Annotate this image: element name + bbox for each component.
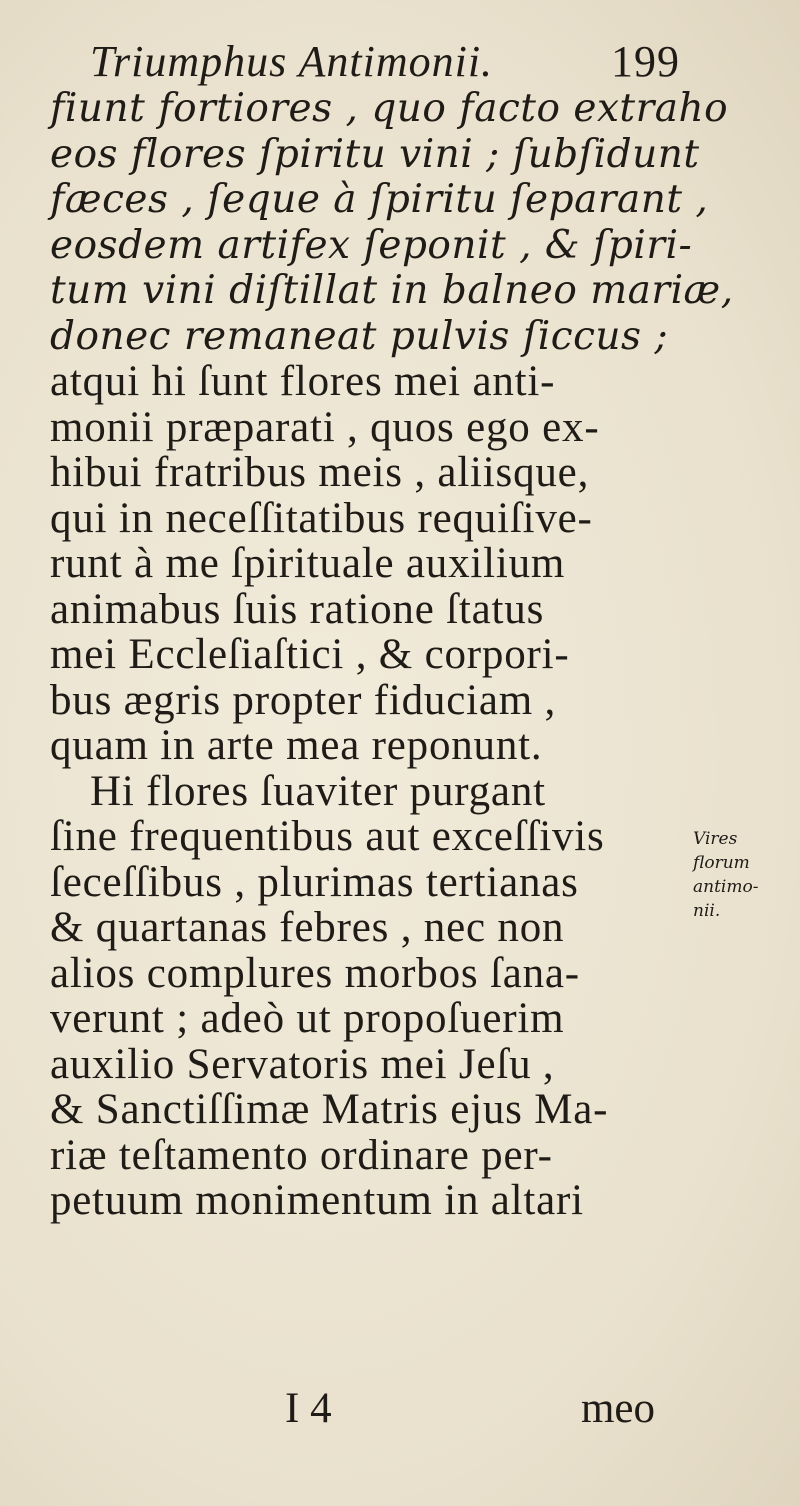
text-line: fæces , ſeque à ſpiritu ſeparant , <box>50 177 709 222</box>
text-line: mei Eccleſiaſtici , & corpori- <box>50 631 570 678</box>
text-line: quam in arte mea reponunt. <box>50 722 543 769</box>
text-line: hibui fratribus meis , aliisque, <box>50 449 590 496</box>
text-line: eos flores ſpiritu vini ; ſubſidunt <box>50 131 700 177</box>
margin-note-line: nii. <box>693 901 721 921</box>
page-number: 199 <box>611 37 680 86</box>
text-line: animabus ſuis ratione ſtatus <box>50 585 545 633</box>
text-line: donec remaneat pulvis ſiccus ; <box>50 313 669 359</box>
text-line: verunt ; adeò ut propoſuerim <box>50 995 565 1042</box>
signature-mark: I 4 <box>285 1385 332 1432</box>
text-line: alios complures morbos ſana- <box>50 949 580 997</box>
margin-note-line: florum <box>693 853 750 873</box>
text-line: petuum monimentum in altari <box>50 1177 584 1224</box>
text-line: qui in neceſſitatibus requiſive- <box>50 494 593 542</box>
catchword: meo <box>580 1385 655 1432</box>
text-line: ſine frequentibus aut exceſſivis <box>50 813 605 860</box>
text-line: runt à me ſpirituale auxilium <box>50 540 566 587</box>
text-line: atqui hi ſunt flores mei anti- <box>50 358 556 405</box>
margin-note-line: Vires <box>693 829 738 849</box>
text-line: & quartanas febres , nec non <box>50 904 565 951</box>
running-title: Triumphus Antimonii. <box>90 37 494 86</box>
text-line: monii præparati , quos ego ex- <box>50 403 600 451</box>
text-line: ſeceſſibus , plurimas tertianas <box>50 858 579 906</box>
text-line: auxilio Servatoris mei Jeſu , <box>50 1040 555 1088</box>
paragraph-start-line: Hi flores ſuaviter purgant <box>90 767 546 815</box>
margin-note-line: antimo- <box>693 877 759 897</box>
text-line: tum vini diſtillat in balneo mariæ, <box>50 268 734 313</box>
text-line: bus ægris propter fiduciam , <box>50 676 557 724</box>
text-line: & Sanctiſſimæ Matris ejus Ma- <box>50 1086 609 1133</box>
text-line: riæ teſtamento ordinare per- <box>50 1131 553 1179</box>
marginal-note <box>693 827 800 923</box>
text-line: eosdem artifex ſeponit , & ſpiri- <box>50 222 693 268</box>
text-line: fiunt fortiores , quo facto extraho <box>50 86 729 131</box>
